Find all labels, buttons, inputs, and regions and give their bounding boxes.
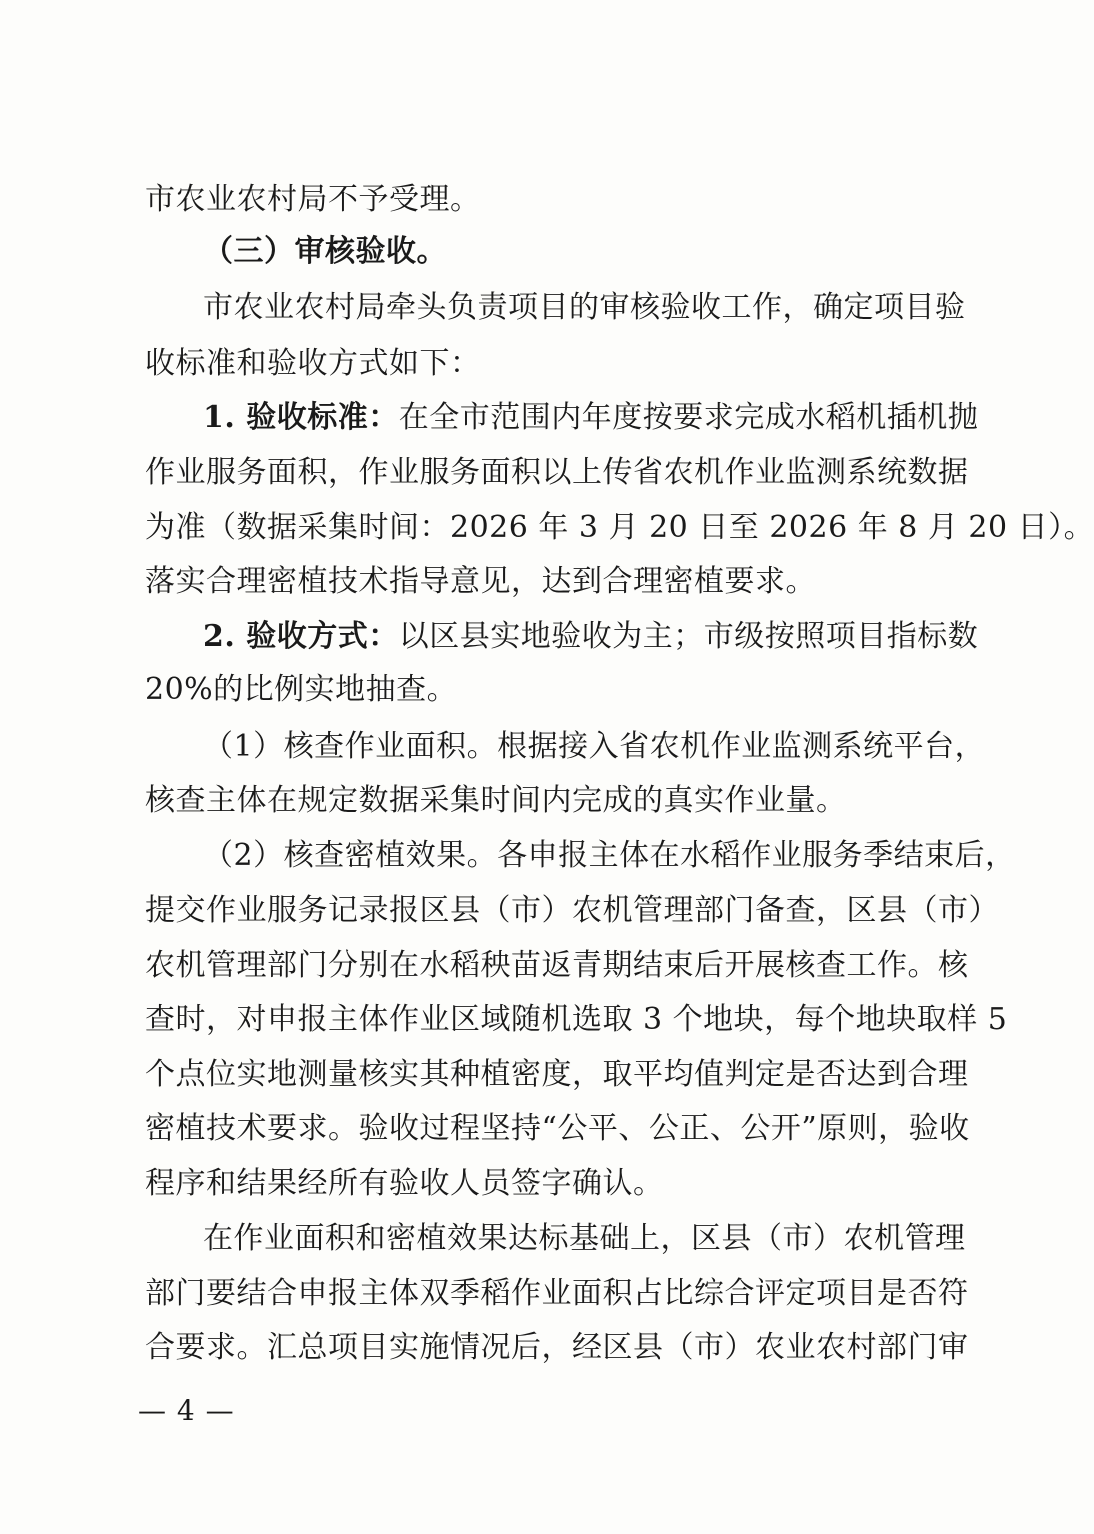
- text-line-7: 为准（数据采集时间：2026 年 3 月 20 日至 2026 年 8 月 20 日）。: [145, 510, 1094, 545]
- text-line-8: 落实合理密植技术指导意见，达到合理密植要求。: [145, 564, 816, 599]
- text-line-21: 部门要结合申报主体双季稻作业面积占比综合评定项目是否符: [145, 1276, 969, 1311]
- text-line-22: 合要求。汇总项目实施情况后，经区县（市）农业农村部门审: [145, 1330, 969, 1365]
- text-line-14: 提交作业服务记录报区县（市）农机管理部门备查，区县（市）: [145, 893, 999, 928]
- text-line-12: 核查主体在规定数据采集时间内完成的真实作业量。: [145, 783, 847, 818]
- text-line-20: 在作业面积和密植效果达标基础上，区县（市）农机管理: [203, 1221, 966, 1256]
- acceptance-standard-text: 在全市范围内年度按要求完成水稻机插机抛: [398, 400, 979, 435]
- acceptance-standard-line: [145, 398, 979, 438]
- text-line-10: 20%的比例实地抽查。: [145, 672, 458, 707]
- text-line-17: 个点位实地测量核实其种植密度，取平均值判定是否达到合理: [145, 1057, 969, 1092]
- text-line-18: 密植技术要求。验收过程坚持“公平、公正、公开”原则，验收: [145, 1111, 970, 1146]
- text-line-19: 程序和结果经所有验收人员签字确认。: [145, 1166, 664, 1201]
- text-line-13: （2）核查密植效果。各申报主体在水稻作业服务季结束后，: [203, 838, 1016, 873]
- acceptance-method-label: 2. 验收方式：: [203, 619, 399, 654]
- acceptance-standard-label: 1. 验收标准：: [203, 400, 399, 435]
- text-line-16: 查时，对申报主体作业区域随机选取 3 个地块，每个地块取样 5: [145, 1002, 1008, 1037]
- text-line-15: 农机管理部门分别在水稻秧苗返青期结束后开展核查工作。核: [145, 948, 969, 983]
- page-number: — 4 —: [138, 1394, 235, 1427]
- text-line-1: 市农业农村局不予受理。: [145, 182, 481, 217]
- acceptance-method-line: [145, 617, 979, 657]
- acceptance-method-text: 以区县实地验收为主；市级按照项目指标数: [398, 619, 979, 654]
- text-line-11: （1）核查作业面积。根据接入省农机作业监测系统平台，: [203, 729, 986, 764]
- section-heading-review-acceptance: （三）审核验收。: [203, 234, 447, 269]
- text-line-3: 市农业农村局牵头负责项目的审核验收工作，确定项目验: [203, 290, 966, 325]
- text-line-4: 收标准和验收方式如下：: [145, 346, 481, 381]
- text-line-6: 作业服务面积，作业服务面积以上传省农机作业监测系统数据: [145, 455, 969, 490]
